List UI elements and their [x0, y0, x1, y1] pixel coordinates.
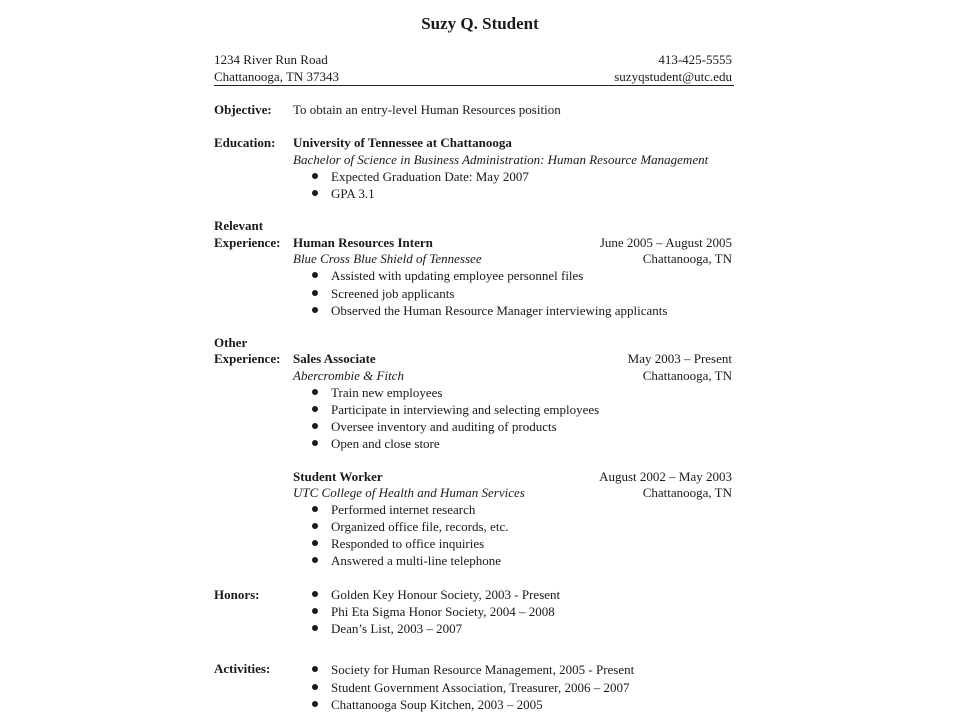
bullet-icon	[312, 608, 318, 614]
education-bullet: Expected Graduation Date: May 2007	[312, 168, 529, 185]
honors-label: Honors:	[214, 587, 260, 602]
bullet-icon	[312, 406, 318, 412]
job-organization: Blue Cross Blue Shield of Tennessee	[293, 251, 482, 266]
objective-text: To obtain an entry-level Human Resources position	[293, 102, 561, 117]
education-bullet: GPA 3.1	[312, 185, 375, 202]
bullet-icon	[312, 684, 318, 690]
job-bullet: Assisted with updating employee personnel files	[312, 267, 583, 284]
job-bullet: Observed the Human Resource Manager interviewing applicants	[312, 302, 667, 319]
bullet-icon	[312, 523, 318, 529]
activities-label: Activities:	[214, 661, 271, 676]
honor-item: Golden Key Honour Society, 2003 - Present	[312, 586, 560, 603]
job-bullet: Performed internet research	[312, 501, 475, 518]
job-bullet: Open and close store	[312, 435, 440, 452]
other-label-line1: Other	[214, 335, 248, 350]
job-dates: May 2003 – Present	[627, 351, 732, 366]
header-divider	[214, 85, 734, 86]
job-location: Chattanooga, TN	[642, 485, 732, 500]
job-dates: August 2002 – May 2003	[599, 469, 732, 484]
job-organization: Abercrombie & Fitch	[293, 368, 404, 383]
job-title: Sales Associate	[293, 351, 376, 366]
bullet-icon	[312, 540, 318, 546]
bullet-icon	[312, 666, 318, 672]
address-line-1: 1234 River Run Road	[214, 52, 328, 67]
job-bullet: Organized office file, records, etc.	[312, 518, 508, 535]
job-title: Student Worker	[293, 469, 383, 484]
bullet-icon	[312, 591, 318, 597]
job-bullet: Participate in interviewing and selecting employees	[312, 401, 599, 418]
job-location: Chattanooga, TN	[642, 368, 732, 383]
job-bullet: Train new employees	[312, 384, 442, 401]
activity-item: Society for Human Resource Management, 2005 - Present	[312, 661, 634, 678]
resume-name: Suzy Q. Student	[421, 14, 539, 33]
job-bullet: Responded to office inquiries	[312, 535, 484, 552]
activity-item: Student Government Association, Treasurer, 2006 – 2007	[312, 679, 629, 696]
job-organization: UTC College of Health and Human Services	[293, 485, 525, 500]
job-bullet: Screened job applicants	[312, 285, 454, 302]
relevant-label-line2: Experience:	[214, 235, 281, 250]
bullet-icon	[312, 290, 318, 296]
job-bullet: Oversee inventory and auditing of products	[312, 418, 557, 435]
bullet-icon	[312, 389, 318, 395]
bullet-icon	[312, 190, 318, 196]
bullet-icon	[312, 423, 318, 429]
honor-item: Dean’s List, 2003 – 2007	[312, 620, 462, 637]
activity-item: Chattanooga Soup Kitchen, 2003 – 2005	[312, 696, 543, 713]
contact-block	[614, 51, 732, 85]
email-address: suzyqstudent@utc.edu	[614, 69, 732, 84]
bullet-icon	[312, 440, 318, 446]
objective-label: Objective:	[214, 102, 272, 117]
education-label: Education:	[214, 135, 276, 150]
relevant-label-line1: Relevant	[214, 218, 264, 233]
bullet-icon	[312, 506, 318, 512]
bullet-icon	[312, 625, 318, 631]
address-line-2: Chattanooga, TN 37343	[214, 69, 340, 84]
education-school: University of Tennessee at Chattanooga	[293, 135, 512, 150]
other-label-line2: Experience:	[214, 351, 281, 366]
bullet-icon	[312, 173, 318, 179]
bullet-icon	[312, 701, 318, 707]
job-location: Chattanooga, TN	[642, 251, 732, 266]
bullet-icon	[312, 307, 318, 313]
honor-item: Phi Eta Sigma Honor Society, 2004 – 2008	[312, 603, 555, 620]
bullet-icon	[312, 272, 318, 278]
job-dates: June 2005 – August 2005	[599, 235, 732, 250]
job-title: Human Resources Intern	[293, 235, 433, 250]
education-degree: Bachelor of Science in Business Administration: Human Resource Management	[293, 152, 709, 167]
phone-number: 413-425-5555	[658, 52, 732, 67]
job-bullet: Answered a multi-line telephone	[312, 552, 501, 569]
bullet-icon	[312, 557, 318, 563]
address-block	[214, 51, 339, 85]
